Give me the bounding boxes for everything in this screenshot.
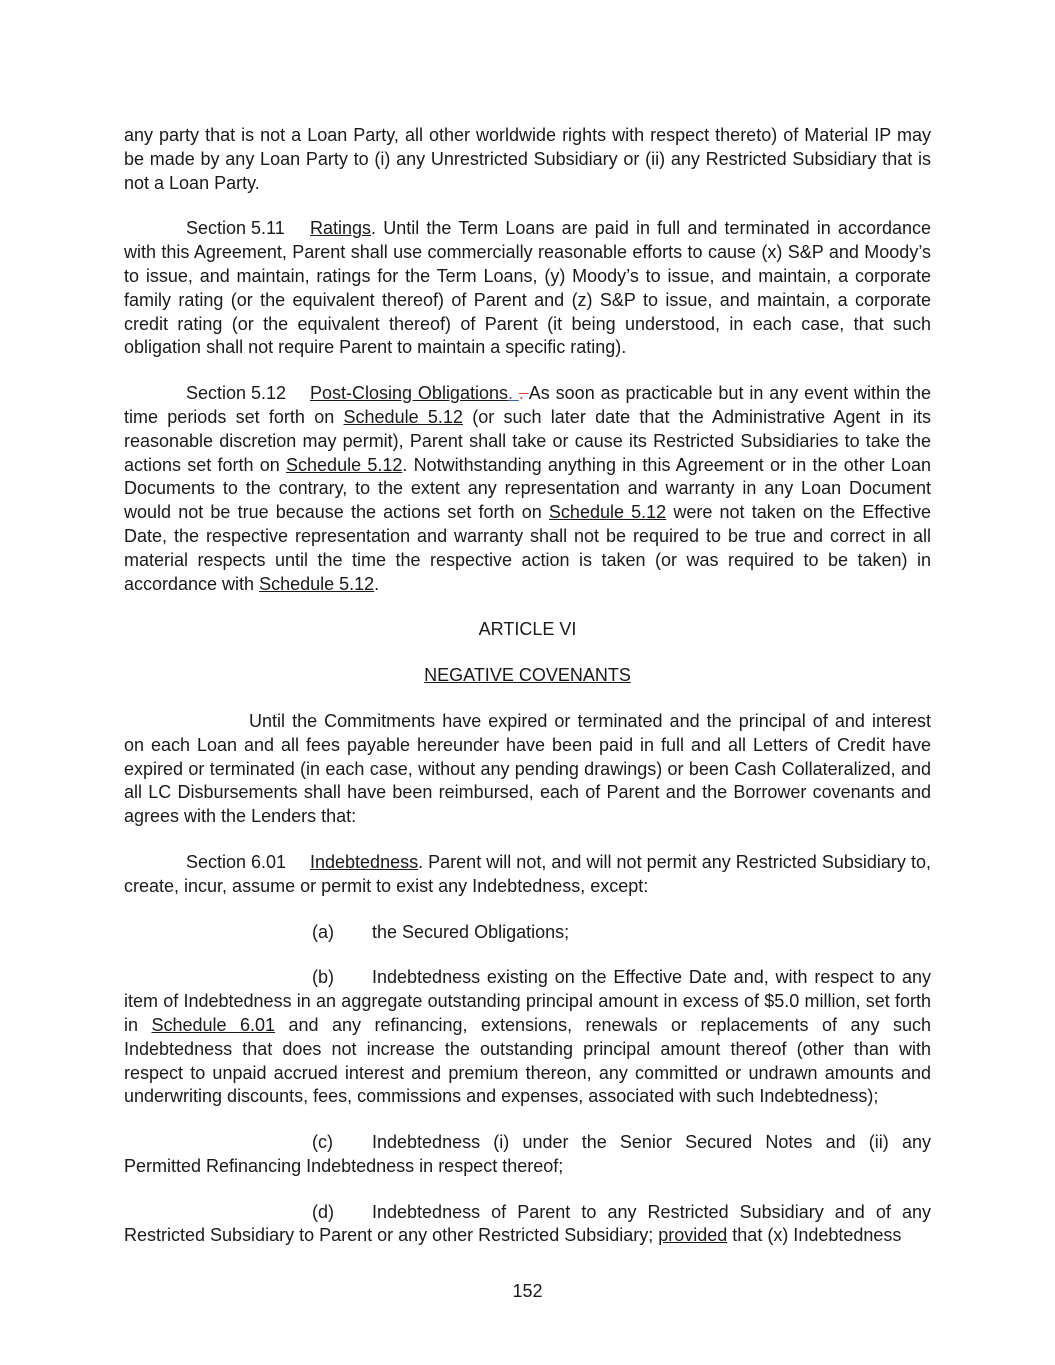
clause-label: (b) [312,967,334,988]
section-title: Ratings [310,218,372,239]
continued-paragraph: any party that is not a Loan Party, all other worldwide rights with respect thereto) of Material IP may be made by any Loan Party to (i) any Unrestricted Subsidiary or (ii) any Restricted Subsidiary that is not a Loan Party. [124,125,931,193]
clause-label: (a) [312,921,334,942]
clause-label: (d) [312,1201,334,1222]
schedule-reference: Schedule 5.12 [343,406,463,427]
section-label: Section 5.12 [186,383,287,404]
clause-a: (a) the Secured Obligations; [124,921,931,945]
page-number: 152 [512,1281,543,1301]
section-title: Post-Closing Obligations [310,383,508,404]
clause-b: (b) Indebtedness existing on the Effective Date and, with respect to any item of Indebtedness in an aggregate outstanding principal amount in excess of $5.0 million, set forth in Schedule 6.01 and any refinancing, extensions, renewals or replacements of any such Indebtedness that does not increase the outstanding principal amount thereof (other than with respect to unpaid accrued interest and premium thereon, any committed or undrawn amounts and underwriting discounts, fees, commissions and expenses, associated with such Indebtedness); [124,967,932,1107]
tracked-insertion: . [507,383,519,404]
section-label: Section 6.01 [186,851,287,872]
schedule-reference: Schedule 6.01 [151,1014,276,1035]
section-text: . Parent will not, and will not permit any Restricted Subsidiary to, create, incur, assume or permit to exist any Indebtedness, except: [124,851,931,896]
section-5-11 [124,217,931,360]
clause-d: (d) Indebtedness of Parent to any Restricted Subsidiary and of any Restricted Subsidiary to Parent or any other Restricted Subsidiary; provided that (x) Indebtedness [124,1201,931,1246]
tracked-deletion: . [518,383,529,404]
schedule-reference: Schedule 5.12 [286,454,403,475]
article-title: ARTICLE VI [478,619,577,640]
clause-c: (c) Indebtedness (i) under the Senior Secured Notes and (ii) any Permitted Refinancing Indebtedness in respect thereof; [124,1132,931,1176]
section-text: . Until the Term Loans are paid in full and terminated in accordance with this Agreement, Parent shall use commercially reasonable efforts to cause (x) S&P and Moody’s to issue, and maintain, ratings for the Term Loans, (y) Moody’s to issue, and maintain, a corporate family rating (or the equivalent thereof) of Parent and (z) S&P to issue, and maintain, a corporate credit rating (or the equivalent thereof) of Parent (it being understood, in each case, that such obligation shall not require Parent to maintain a specific rating). [124,218,931,358]
section-5-12: Section 5.12 Post-Closing Obligations. . As soon as practicable but in any event within the time periods set forth on Schedule 5.12 (or such later date that the Administrative Agent in its reasonable discretion may permit), Parent shall take or cause its Restricted Subsidiaries to take the actions set forth on Schedule 5.12. Notwithstanding anything in this Agreement or in the other Loan Documents to the contrary, to the extent any representation and warranty in any Loan Document would not be true because the actions set forth on Schedule 5.12 were not taken on the Effective Date, the respective representation and warranty shall not be required to be true and correct in all material respects until the time the respective action is taken (or was required to be taken) in accordance with Schedule 5.12. [124,383,932,594]
article-intro: Until the Commitments have expired or terminated and the principal of and interest on each Loan and all fees payable hereunder have been paid in full and all Letters of Credit have expired or terminated (in each case, without any pending drawings) or been Cash Collateralized, and all LC Disbursements shall have been reimbursed, each of Parent and the Borrower covenants and agrees with the Lenders that: [124,710,931,827]
section-title: Indebtedness [310,851,419,872]
article-subtitle: NEGATIVE COVENANTS [424,665,631,686]
clause-label: (c) [312,1132,333,1153]
schedule-reference: Schedule 5.12 [548,502,667,523]
section-6-01 [124,851,931,899]
page-body [124,124,931,1248]
defined-term: provided [658,1225,728,1246]
section-label: Section 5.11 [186,218,285,239]
schedule-reference: Schedule 5.12 [259,573,375,594]
